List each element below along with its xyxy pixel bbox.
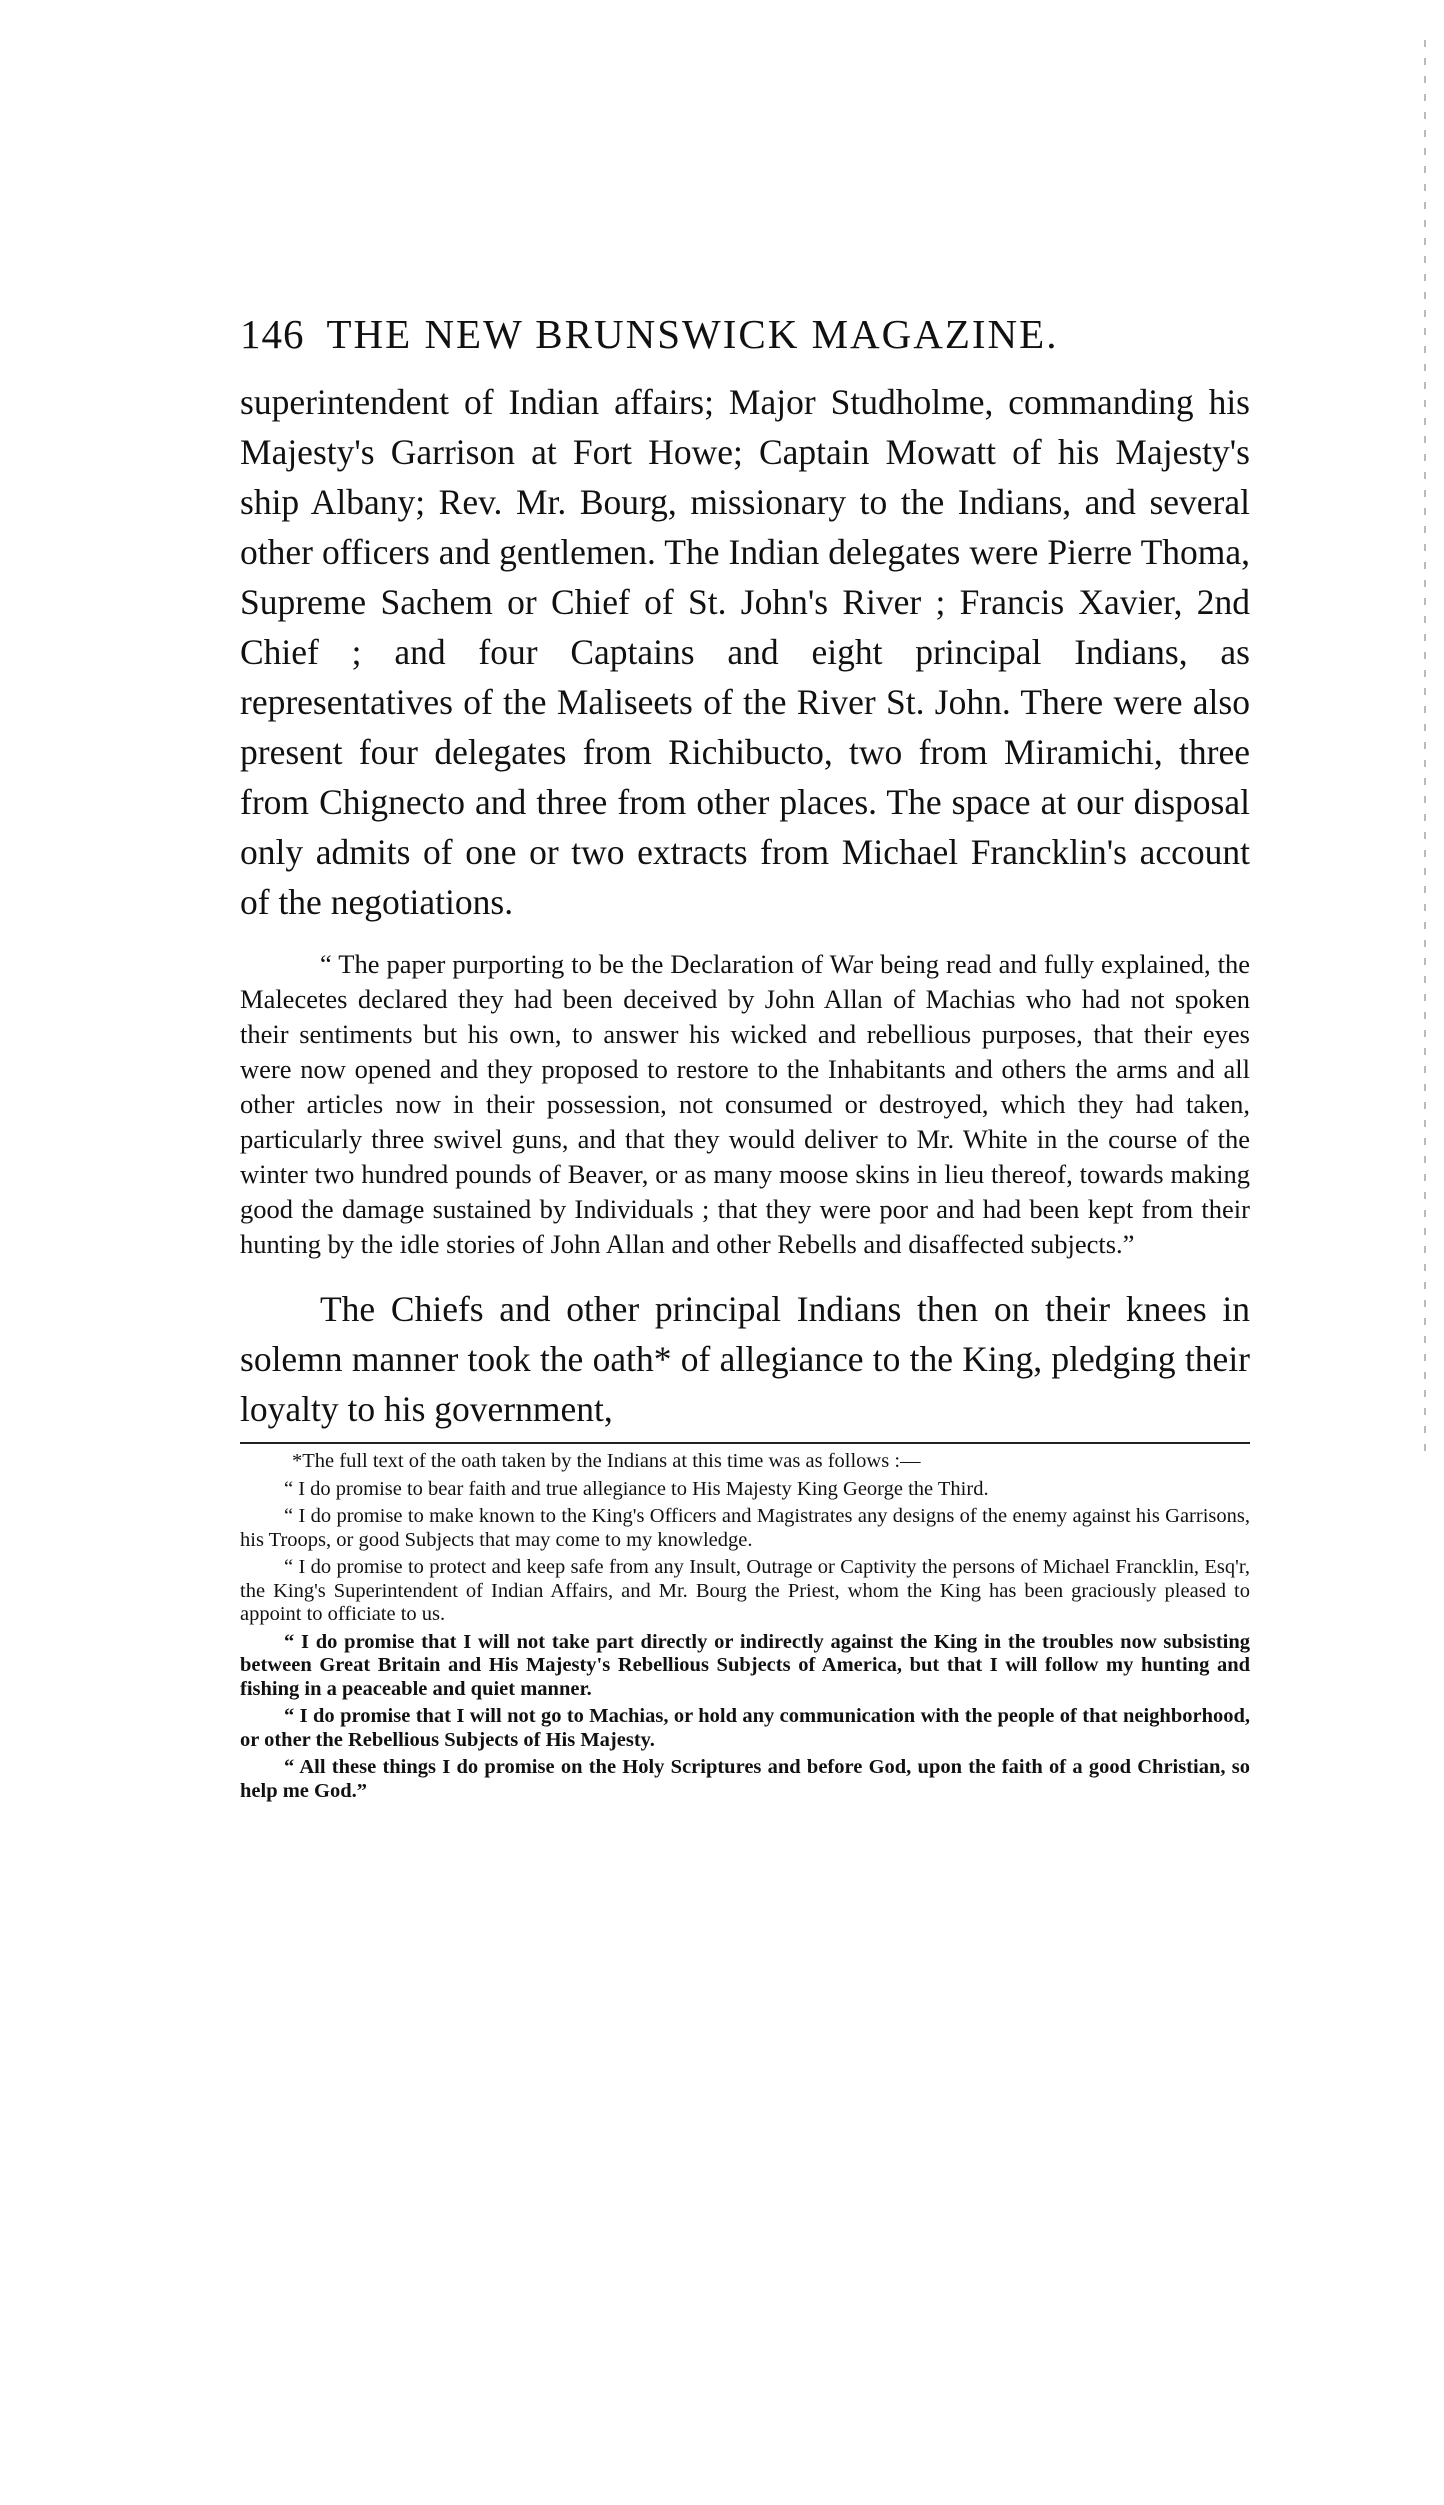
body-paragraph-1: superintendent of Indian affairs; Major Studholme, commanding his Majesty's Garrison at Fort Howe; Captain Mowatt of his Majesty's ship Albany; Rev. Mr. Bourg, missionary to the Indians, and several other officers and gentlemen. The Indian delegates were Pierre Thoma, Supreme Sachem or Chief of St. John's River ; Francis Xavier, 2nd Chief ; and four Captains and eight principal Indians, as representatives of the Maliseets of the River St. John. There were also present four delegates from Richibucto, two from Miramichi, three from Chignecto and three from other places. The space at our disposal only admits of one or two extracts from Michael Francklin's account of the negotiations. xyxy=(240,382,1250,923)
margin-dotted-line xyxy=(1424,40,1426,1460)
running-head xyxy=(240,310,1250,359)
magazine-title: THE NEW BRUNSWICK MAGAZINE. xyxy=(326,311,1059,357)
page xyxy=(240,310,1250,1807)
page-number: 146 xyxy=(240,311,305,357)
footnotes xyxy=(240,1450,1250,1803)
footnote-oath-6: “ All these things I do promise on the Holy Scriptures and before God, upon the faith of a good Christian, so help me God.” xyxy=(240,1756,1250,1802)
footnote-oath-3: “ I do promise to protect and keep safe from any Insult, Outrage or Captivity the persons of Michael Francklin, Esq'r, the King's Superintendent of Indian Affairs, and Mr. Bourg the Priest, whom the King has been graciously pleased to appoint to officiate to us. xyxy=(240,1556,1250,1626)
footnote-oath-5: “ I do promise that I will not go to Machias, or hold any communication with the people of that neighborhood, or other the Rebellious Subjects of His Majesty. xyxy=(240,1705,1250,1751)
body-paragraph-2: The Chiefs and other principal Indians then on their knees in solemn manner took the oath* of allegiance to the King, pledging their loyalty to his government, xyxy=(240,1289,1250,1430)
block-quote: “ The paper purporting to be the Declaration of War being read and fully explained, the Malecetes declared they had been deceived by John Allan of Machias who had not spoken their sentiments but his own, to answer his wicked and rebellious purposes, that their eyes were now opened and they proposed to restore to the Inhabitants and others the arms and all other articles now in their possession, not consumed or destroyed, which they had taken, particularly three swivel guns, and that they would deliver to Mr. White in the course of the winter two hundred pounds of Beaver, or as many moose skins in lieu thereof, towards making good the damage sustained by Individuals ; that they were poor and had been kept from their hunting by the idle stories of John Allan and other Rebells and disaffected subjects.” xyxy=(240,949,1250,1260)
footnote-rule xyxy=(240,1442,1250,1444)
footnote-oath-2: “ I do promise to make known to the King's Officers and Magistrates any designs of the enemy against his Garrisons, his Troops, or good Subjects that may come to my knowledge. xyxy=(240,1505,1250,1551)
footnote-oath-1: “ I do promise to bear faith and true allegiance to His Majesty King George the Third. xyxy=(284,1477,989,1500)
footnote-oath-4: “ I do promise that I will not take part directly or indirectly against the King in the troubles now subsisting between Great Britain and His Majesty's Rebellious Subjects of America, but that I will follow my hunting and fishing in a peaceable and quiet manner. xyxy=(240,1630,1250,1700)
footnote-intro: *The full text of the oath taken by the Indians at this time was as follows :— xyxy=(292,1450,921,1473)
